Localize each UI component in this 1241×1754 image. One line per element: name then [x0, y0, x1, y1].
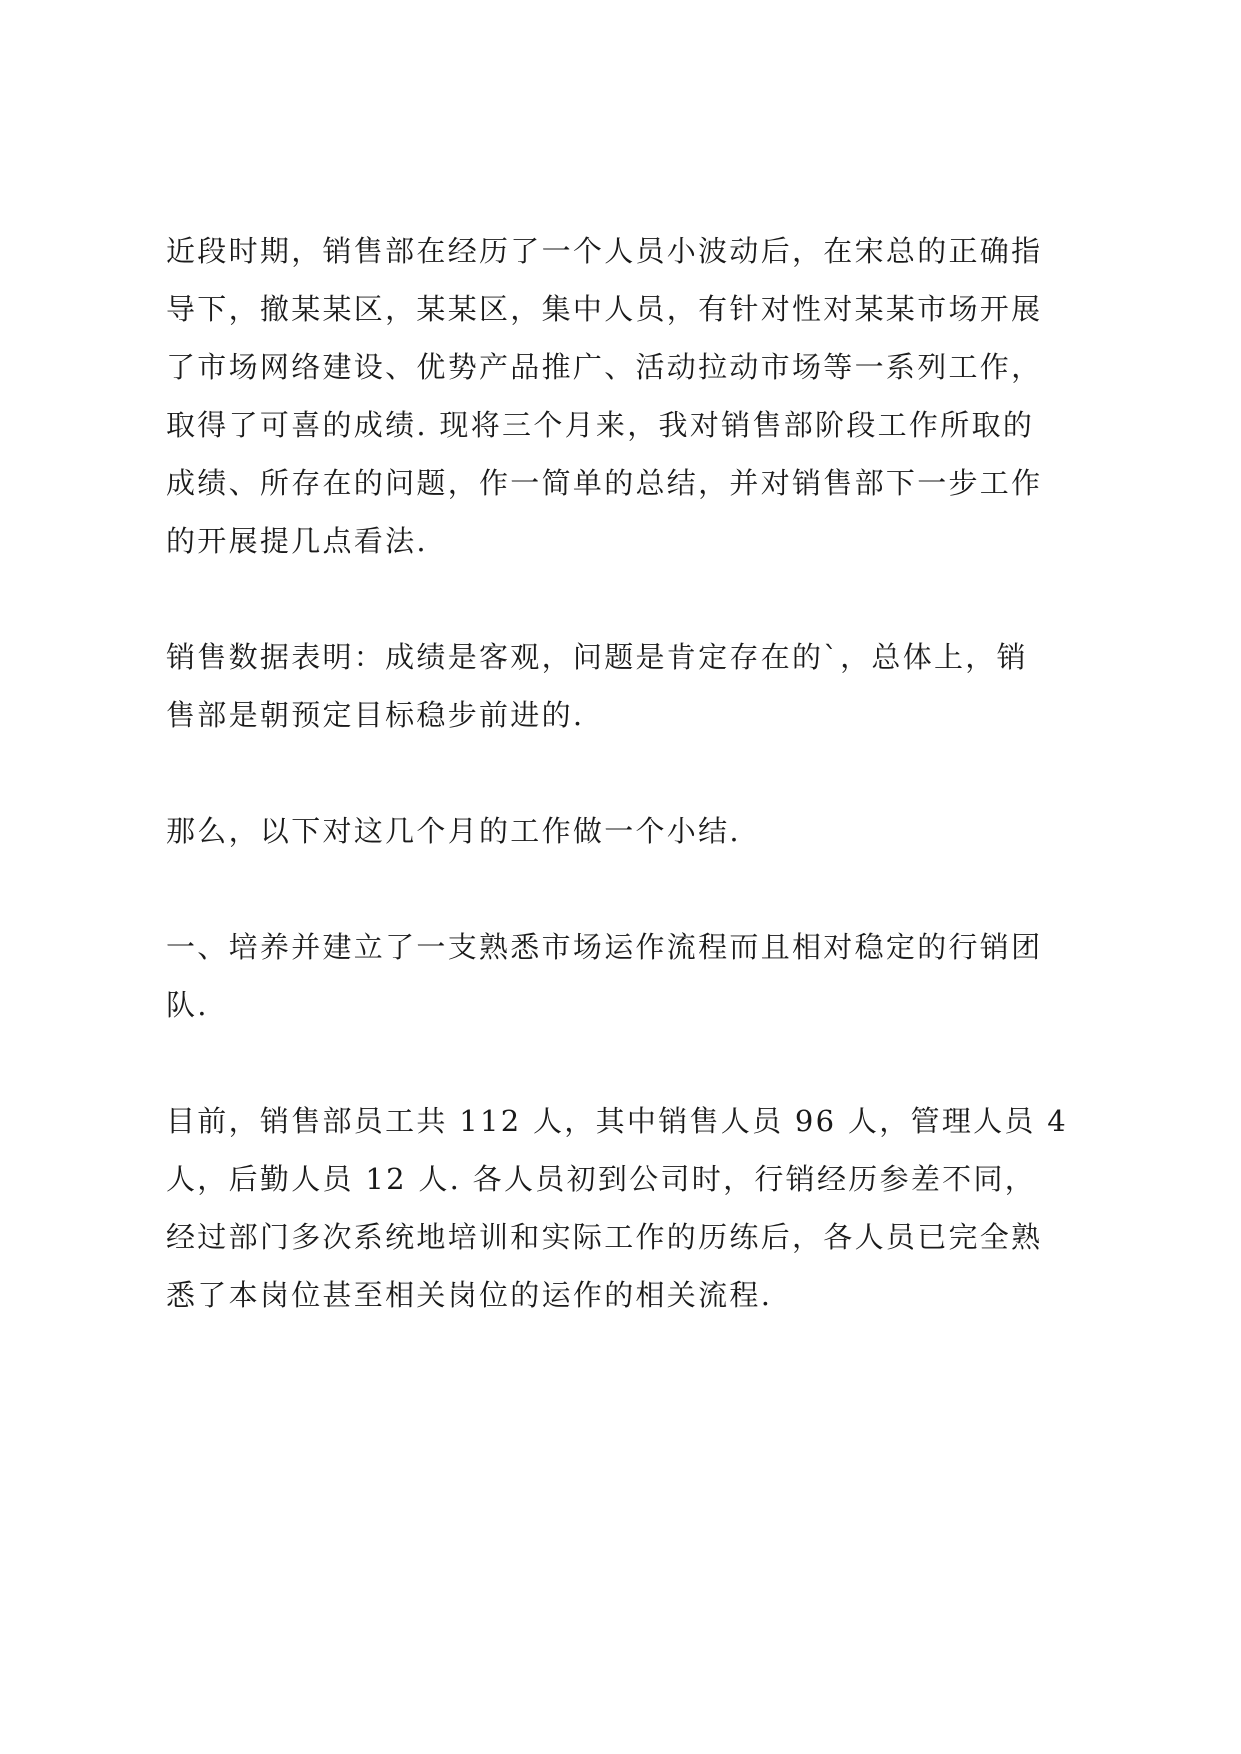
paragraph-summary-intro — [166, 802, 1096, 860]
section-heading-1 — [166, 918, 1096, 1034]
text-line: 队. — [166, 988, 209, 1022]
paragraph-spacer — [166, 570, 1096, 628]
text-line: 的开展提几点看法. — [166, 524, 428, 558]
text-line: 售部是朝预定目标稳步前进的. — [166, 698, 585, 732]
paragraph-intro — [166, 222, 1096, 570]
text-line: 导下，撤某某区，某某区，集中人员，有针对性对某某市场开展 — [166, 292, 1043, 326]
text-line: 一、培养并建立了一支熟悉市场运作流程而且相对稳定的行销团 — [166, 930, 1043, 964]
text-line: 了市场网络建设、优势产品推广、活动拉动市场等一系列工作， — [166, 350, 1043, 384]
paragraph-spacer — [166, 1034, 1096, 1092]
paragraph-spacer — [166, 860, 1096, 918]
text-line: 成绩、所存在的问题，作一简单的总结，并对销售部下一步工作 — [166, 466, 1043, 500]
text-line: 人，后勤人员 12 人. 各人员初到公司时，行销经历参差不同， — [166, 1162, 1037, 1196]
text-line: 近段时期，销售部在经历了一个人员小波动后，在宋总的正确指 — [166, 234, 1043, 268]
text-line: 取得了可喜的成绩. 现将三个月来，我对销售部阶段工作所取的 — [166, 408, 1035, 442]
paragraph-spacer — [166, 744, 1096, 802]
text-line: 目前，销售部员工共 112 人，其中销售人员 96 人，管理人员 4 — [166, 1104, 1068, 1138]
text-line: 那么，以下对这几个月的工作做一个小结. — [166, 814, 741, 848]
document-body — [166, 222, 1096, 1324]
text-line: 悉了本岗位甚至相关岗位的运作的相关流程. — [166, 1278, 773, 1312]
paragraph-sales-data — [166, 628, 1096, 744]
text-line: 经过部门多次系统地培训和实际工作的历练后，各人员已完全熟 — [166, 1220, 1043, 1254]
text-line: 销售数据表明：成绩是客观，问题是肯定存在的`，总体上，销 — [166, 640, 1028, 674]
paragraph-staff — [166, 1092, 1096, 1324]
